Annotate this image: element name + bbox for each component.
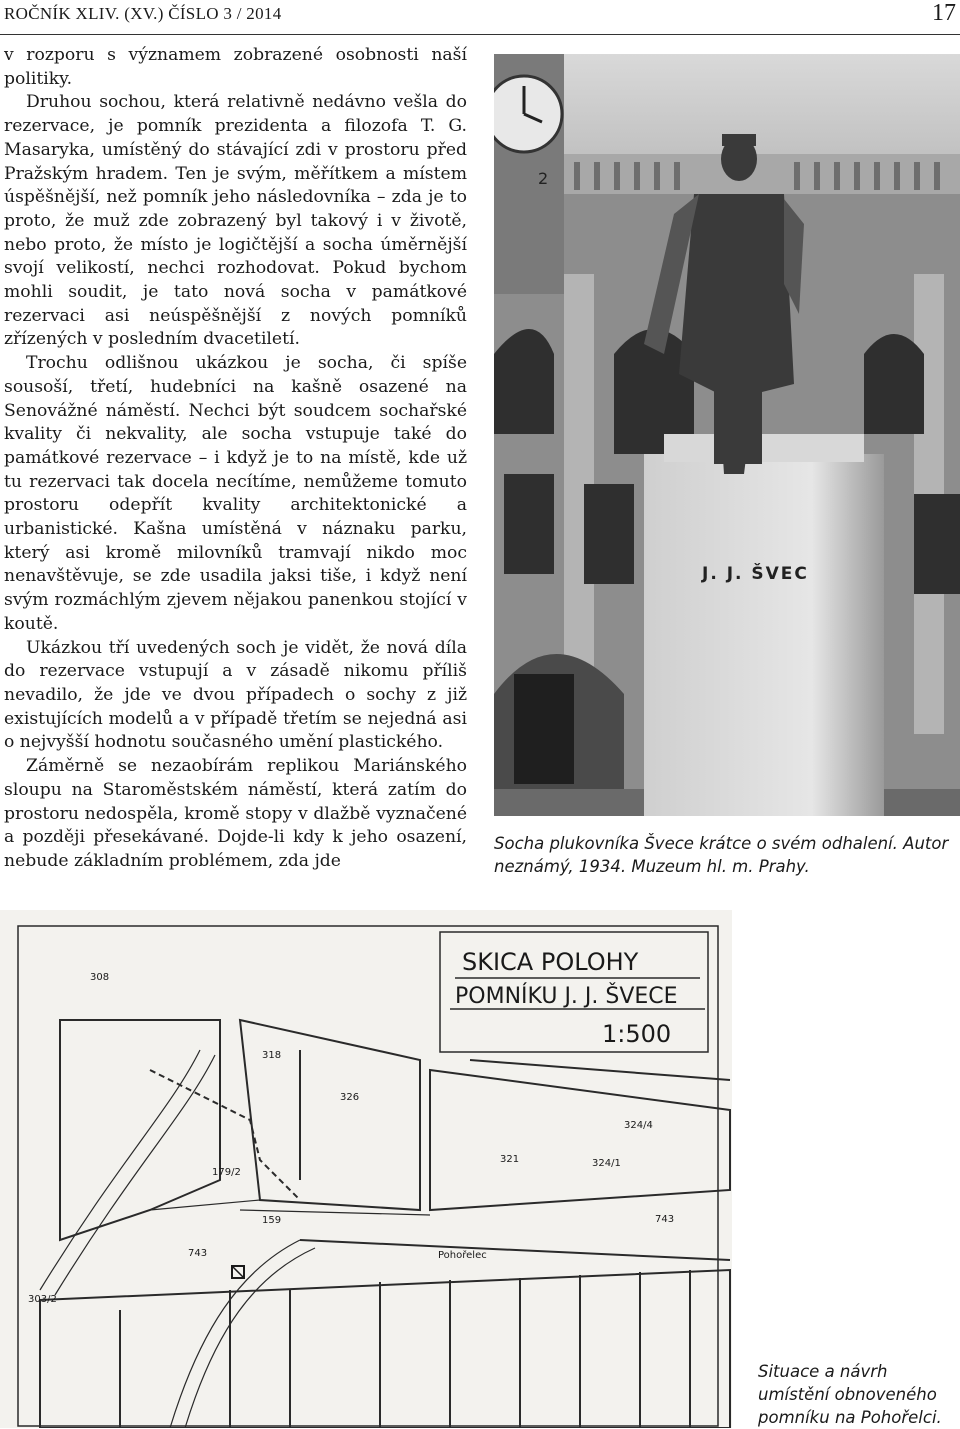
map-title-line2: POMNÍKU J. J. ŠVECE (455, 984, 678, 1009)
parcel-number: 743 (655, 1214, 675, 1225)
paragraph: Ukázkou tří uvedených soch je vidět, že nová díla do rezervace vstupují a v zásadě nikomu příliš nevadilo, že jde ve dvou případech o sochy z již existujících modelů a v případě třetím se nejedná asi o nejvyšší hodnotu současného umění plastického. (4, 637, 467, 753)
parcel-number: 159 (262, 1215, 282, 1226)
parcel-number: 326 (340, 1092, 360, 1103)
parcel-number: 321 (500, 1154, 520, 1165)
map-drawing (0, 910, 732, 1428)
paragraph: Trochu odlišnou ukázkou je socha, či spíše sousoší, třetí, hudebníci na kašně osazené na Senovážné náměstí. Nechci být soudcem sochařské kvality či nekvality, ale socha vstupuje také do památkové rezervace – i když je to na místě, kde už tu rezervaci tak docela necítíme, nemůžeme tomuto prostoru odepřít kvality architektonické a urbanistické. Kašna umístěná v náznaku parku, který asi kromě milovníků tramvají nikdo moc nenavštěvuje, se zde usadila jaksi tiše, i když není svým rozmáchlým zjevem nějakou panenkou stojící v koutě. (4, 353, 467, 634)
map-title-line1: SKICA POLOHY (462, 948, 639, 976)
paragraph: Záměrně se nezaobírám replikou Mariánského sloupu na Staroměstském náměstí, která zatím do prostoru nedospěla, kromě stopy v dlažbě vyznačené a později přesekávané. Dojde-li kdy k jeho osazení, nebude základním problémem, zda jde (4, 756, 467, 871)
statue-photo-illustration (494, 54, 960, 816)
running-header (0, 0, 960, 35)
statue-photo (494, 54, 960, 816)
parcel-number: 743 (188, 1248, 208, 1259)
page-number: 17 (932, 0, 956, 26)
article-body (4, 44, 467, 874)
paragraph: Druhou sochou, která relativně nedávno vešla do rezervace, je pomník prezidenta a filozofa T. G. Masaryka, umístěný do stávající zdi v prostoru před Pražským hradem. Ten je svým, měřítkem a místem úspěšnější, než pomník jeho následovníka – zda je to proto, že muž zde zobrazený byl takový i v životě, nebo proto, že místo je logičtější a socha úměrnější svojí velikostí, nechci rozhodovat. Pokud bychom mohli soudit, je tato nová socha v památkové rezervaci asi neúspěšnější z nových pomníků zřízených v posledním dvacetiletí. (4, 92, 467, 350)
parcel-number: Pohořelec (438, 1250, 487, 1261)
parcel-number: 179/2 (212, 1167, 241, 1178)
cadastral-map (0, 910, 732, 1428)
parcel-number: 324/1 (592, 1158, 621, 1169)
parcel-number: 303/2 (28, 1294, 57, 1305)
paragraph: v rozporu s významem zobrazené osobnosti naší politiky. (4, 45, 467, 89)
parcel-number: 324/4 (624, 1120, 653, 1131)
map-caption: Situace a návrh umístění obnoveného pomníku na Pohořelci. (758, 1362, 942, 1427)
clock-numeral: 2 (538, 169, 549, 188)
journal-issue-title: ROČNÍK XLIV. (XV.) ČÍSLO 3 / 2014 (4, 4, 282, 23)
parcel-number: 308 (90, 972, 110, 983)
map-scale: 1:500 (602, 1020, 672, 1048)
parcel-number: 318 (262, 1050, 282, 1061)
photo-caption: Socha plukovníka Švece krátce o svém odhalení. Autor neznámý, 1934. Muzeum hl. m. Prahy. (494, 834, 949, 876)
pedestal-inscription: J. J. ŠVEC (702, 564, 809, 584)
